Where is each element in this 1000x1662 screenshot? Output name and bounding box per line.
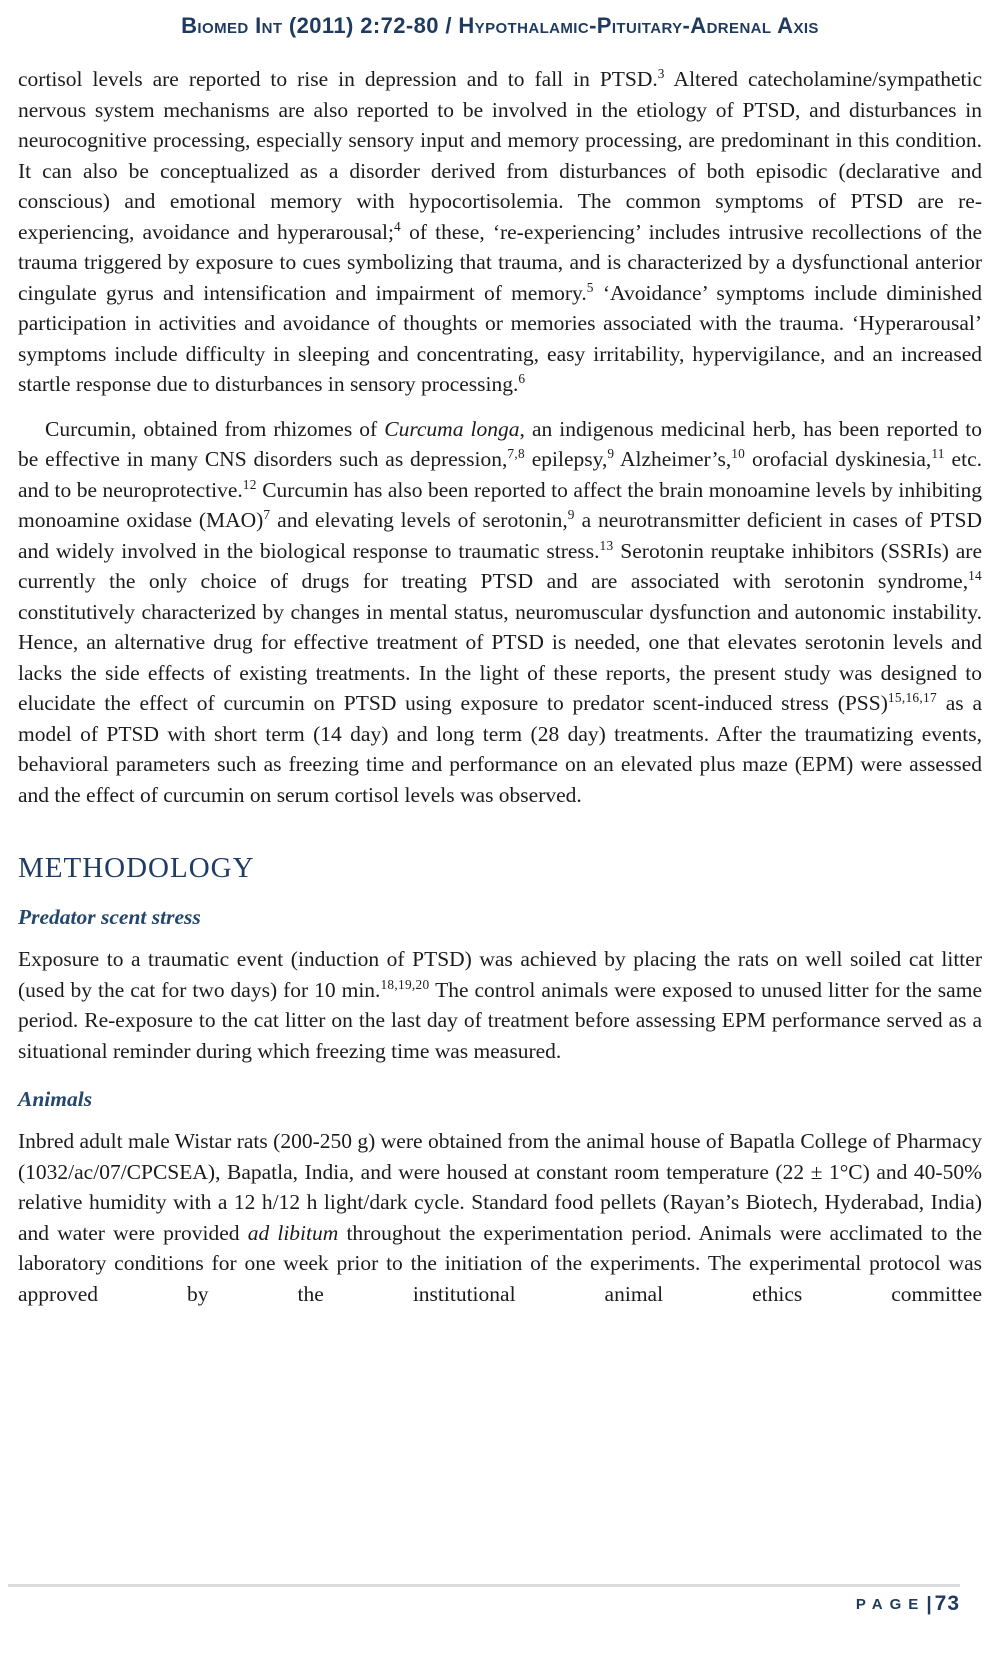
page-header — [18, 12, 982, 40]
page-footer — [8, 1584, 960, 1616]
page-number-separator: | — [926, 1594, 932, 1615]
journal-citation-title: Biomed Int (2011) 2:72-80 / Hypothalamic-Pituitary-Adrenal Axis — [181, 13, 819, 38]
paragraph-predator-scent-stress: Exposure to a traumatic event (induction of PTSD) was achieved by placing the rats on well soiled cat litter (used by the cat for two days) for 10 min.$^{18,19,20}$ The control animals were exposed to unused litter for the same period. Re-exposure to the cat litter on the last day of treatment before assessing EPM performance served as a situational reminder during which freezing time was measured. — [18, 947, 982, 1063]
article-body — [18, 64, 982, 1309]
paragraph-curcumin-background: Curcumin, obtained from rhizomes of Curcuma longa, an indigenous medicinal herb, has been reported to be effective in many CNS disorders such as depression,$^{7,8}$ epilepsy,$^9$ Alzheimer’s,$^{10}$ orofacial dyskinesia,$^{11}$ etc. and to be neuroprotective.$^{12}$ Curcumin has also been reported to affect the brain monoamine levels by inhibiting monoamine oxidase (MAO)$^7$ and elevating levels of serotonin,$^9$ a neurotransmitter deficient in cases of PTSD and widely involved in the biological response to traumatic stress.$^{13}$ Serotonin reuptake inhibitors (SSRIs) are currently the only choice of drugs for treating PTSD and are associated with serotonin syndrome,$^{14}$ constitutively characterized by changes in mental status, neuromuscular dysfunction and autonomic instability. Hence, an alternative drug for effective treatment of PTSD is needed, one that elevates serotonin levels and lacks the side effects of existing treatments. In the light of these reports, the present study was designed to elucidate the effect of curcumin on PTSD using exposure to predator scent-induced stress (PSS)$^{15,16,17}$ as a model of PTSD with short term (14 day) and long term (28 day) treatments. After the traumatizing events, behavioral parameters such as freezing time and performance on an elevated plus maze (EPM) were assessed and the effect of curcumin on serum cortisol levels was observed. — [18, 416, 983, 807]
page-number-label: PAGE — [855, 1596, 926, 1613]
subsection-heading-predator-scent-stress: Predator scent stress — [18, 905, 201, 929]
page-number — [8, 1592, 960, 1616]
page-number-value: 73 — [934, 1592, 960, 1615]
section-heading-methodology: METHODOLOGY — [18, 852, 255, 884]
paragraph-intro-continued: cortisol levels are reported to rise in depression and to fall in PTSD.$^3$ Altered catecholamine/sympathetic nervous system mechanisms are also reported to be involved in the etiology of PTSD, and disturbances in neurocognitive processing, especially sensory input and memory processing, are predominant in this condition. It can also be conceptualized as a disorder derived from disturbances of both episodic (declarative and conscious) and emotional memory with hypocortisolemia. The common symptoms of PTSD are re-experiencing, avoidance and hyperarousal;$^4$ of these, ‘re-experiencing’ includes intrusive recollections of the trauma triggered by exposure to cues symbolizing that trauma, and is characterized by a dysfunctional anterior cingulate gyrus and intensification and impairment of memory.$^5$ ‘Avoidance’ symptoms include diminished participation in activities and avoidance of thoughts or memories associated with the trauma. ‘Hyperarousal’ symptoms include difficulty in sleeping and concentrating, easy irritability, hypervigilance, and an increased startle response due to disturbances in sensory processing.$^6$ — [18, 65, 982, 396]
footer-divider — [8, 1584, 960, 1587]
paragraph-animals: Inbred adult male Wistar rats (200-250 g) were obtained from the animal house of Bapatla College of Pharmacy (1032/ac/07/CPCSEA), Bapatla, India, and were housed at constant room temperature (22 ± 1°C) and 40-50% relative humidity with a 12 h/12 h light/dark cycle. Standard food pellets (Rayan’s Biotech, Hyderabad, India) and water were provided ad libitum throughout the experimentation period. Animals were acclimated to the laboratory conditions for one week prior to the initiation of the experiments. The experimental protocol was approved by the institutional animal ethics committee — [18, 1129, 982, 1306]
subsection-heading-animals: Animals — [18, 1087, 93, 1111]
